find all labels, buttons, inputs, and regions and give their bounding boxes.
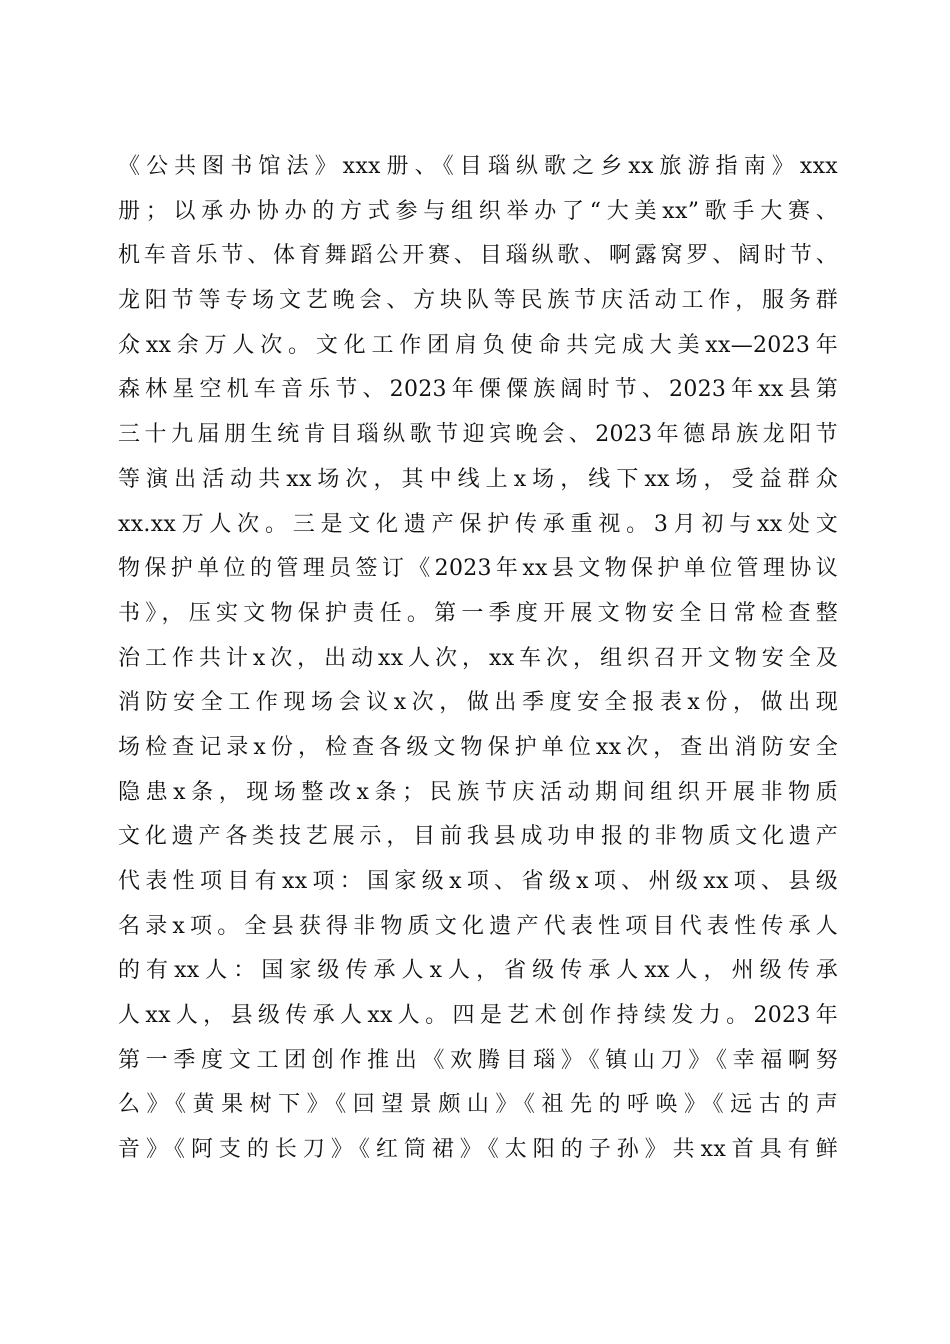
text-line: 隐患x条，现场整改x条；民族节庆活动期间组织开展非物质 bbox=[118, 779, 838, 805]
text-line: 龙阳节等专场文艺晚会、方块队等民族节庆活动工作，服务群 bbox=[118, 288, 838, 314]
text-line: 人xx人，县级传承人xx人。四是艺术创作持续发力。2023年 bbox=[118, 1003, 838, 1029]
text-line: 的有xx人：国家级传承人x人，省级传承人xx人，州级传承 bbox=[118, 958, 838, 984]
text-line: 众xx余万人次。文化工作团肩负使命共完成大美xx—2023年 bbox=[118, 332, 838, 358]
body-text bbox=[118, 145, 838, 1173]
text-line: 三十九届朋生统肯目瑙纵歌节迎宾晚会、2023年德昂族龙阳节 bbox=[118, 422, 838, 448]
text-line: 场检查记录x份，检查各级文物保护单位xx次，查出消防安全 bbox=[118, 734, 838, 760]
text-line: 第一季度文工团创作推出《欢腾目瑙》《镇山刀》《幸福啊努 bbox=[118, 1047, 838, 1073]
text-line: 代表性项目有xx项：国家级x项、省级x项、州级xx项、县级 bbox=[118, 869, 838, 894]
text-line: 消防安全工作现场会议x次，做出季度安全报表x份，做出现 bbox=[118, 690, 838, 716]
text-line: 名录x项。全县获得非物质文化遗产代表性项目代表性传承人 bbox=[118, 913, 838, 939]
text-line: 机车音乐节、体育舞蹈公开赛、目瑙纵歌、啊露窝罗、阔时节、 bbox=[118, 243, 838, 269]
text-line: 么》《黄果树下》《回望景颇山》《祖先的呼唤》《远古的声 bbox=[118, 1092, 838, 1118]
text-line: 治工作共计x次，出动xx人次，xx车次，组织召开文物安全及 bbox=[118, 645, 838, 671]
text-line: 书》，压实文物保护责任。第一季度开展文物安全日常检查整 bbox=[118, 600, 838, 626]
text-line: 音》《阿支的长刀》《红筒裙》《太阳的子孙》共xx首具有鲜 bbox=[118, 1137, 838, 1163]
text-line: 册；以承办协办的方式参与组织举办了“大美xx”歌手大赛、 bbox=[118, 198, 838, 224]
text-line: 物保护单位的管理员签订《2023年xx县文物保护单位管理协议 bbox=[118, 556, 838, 582]
text-line: xx.xx万人次。三是文化遗产保护传承重视。3月初与xx处文 bbox=[118, 511, 838, 537]
text-line: 文化遗产各类技艺展示，目前我县成功申报的非物质文化遗产 bbox=[118, 824, 838, 850]
text-line: 《公共图书馆法》xxx册、《目瑙纵歌之乡xx旅游指南》xxx bbox=[118, 154, 838, 179]
text-line: 森林星空机车音乐节、2023年傈僳族阔时节、2023年xx县第 bbox=[118, 377, 838, 403]
text-line: 等演出活动共xx场次，其中线上x场，线下xx场，受益群众 bbox=[118, 466, 838, 492]
